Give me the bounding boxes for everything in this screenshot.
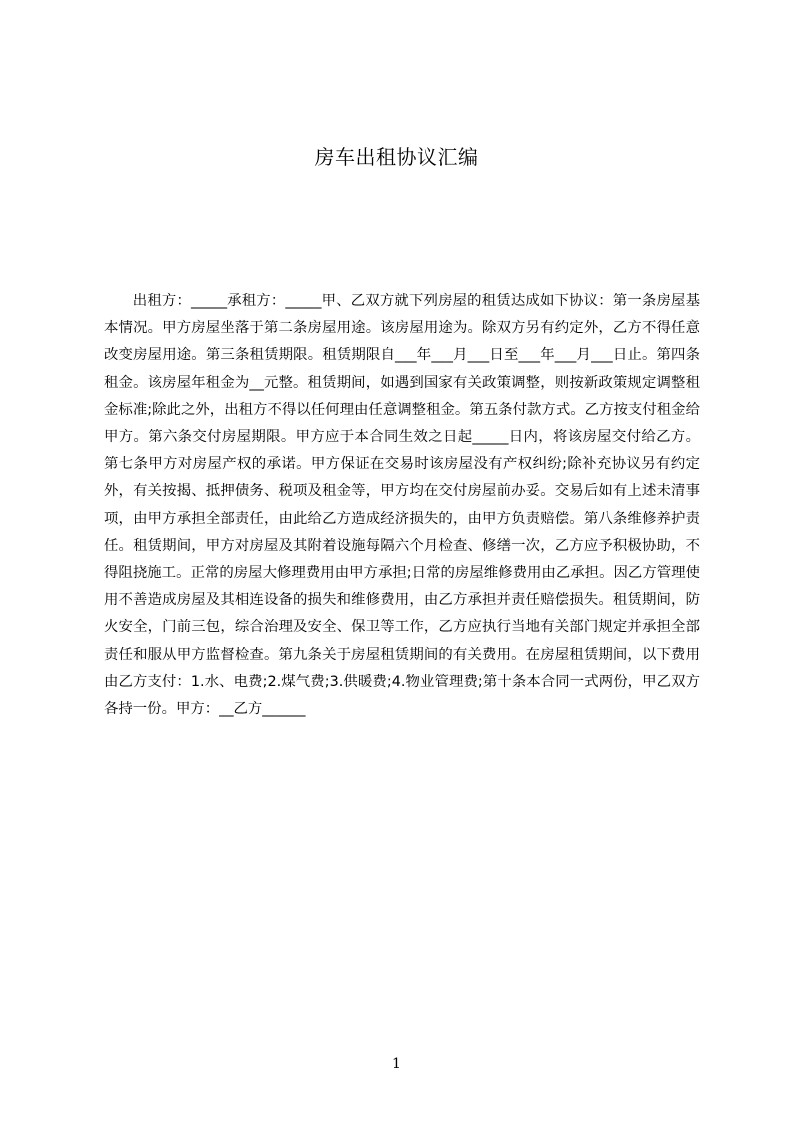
document-body-paragraph: 出租方：_____承租方：_____甲、乙双方就下列房屋的租赁达成如下协议：第一条房屋基本情况。甲方房屋坐落于第二条房屋用途。该房屋用途为。除双方另有约定外，乙方不得任意改变房屋用途。第三条租赁期限。租赁期限自___年___月___日至___年___月___日止。第四条租金。该房屋年租金为__元整。租赁期间，如遇到国家有关政策调整，则按新政策规定调整租金标准;除此之外，出租方不得以任何理由任意调整租金。第五条付款方式。乙方按支付租金给甲方。第六条交付房屋期限。甲方应于本合同生效之日起_____日内，将该房屋交付给乙方。第七条甲方对房屋产权的承诺。甲方保证在交易时该房屋没有产权纠纷;除补充协议另有约定外，有关按揭、抵押债务、税项及租金等，甲方均在交付房屋前办妥。交易后如有上述未清事项，由甲方承担全部责任，由此给乙方造成经济损失的，由甲方负责赔偿。第八条维修养护责任。租赁期间，甲方对房屋及其附着设施每隔六个月检查、修缮一次，乙方应予积极协助，不得阻挠施工。正常的房屋大修理费用由甲方承担;日常的房屋维修费用由乙承担。因乙方管理使用不善造成房屋及其相连设备的损失和维修费用，由乙方承担并责任赔偿损失。租赁期间，防火安全，门前三包，综合治理及安全、保卫等工作，乙方应执行当地有关部门规定并承担全部责任和服从甲方监督检查。第九条关于房屋租赁期间的有关费用。在房屋租赁期间，以下费用由乙方支付：1.水、电费;2.煤气费;3.供暖费;4.物业管理费;第十条本合同一式两份，甲乙双方各持一份。甲方：__乙方______: [104, 293, 700, 718]
document-title: 房车出租协议汇编: [314, 145, 479, 169]
page-number: 1: [392, 1056, 401, 1072]
